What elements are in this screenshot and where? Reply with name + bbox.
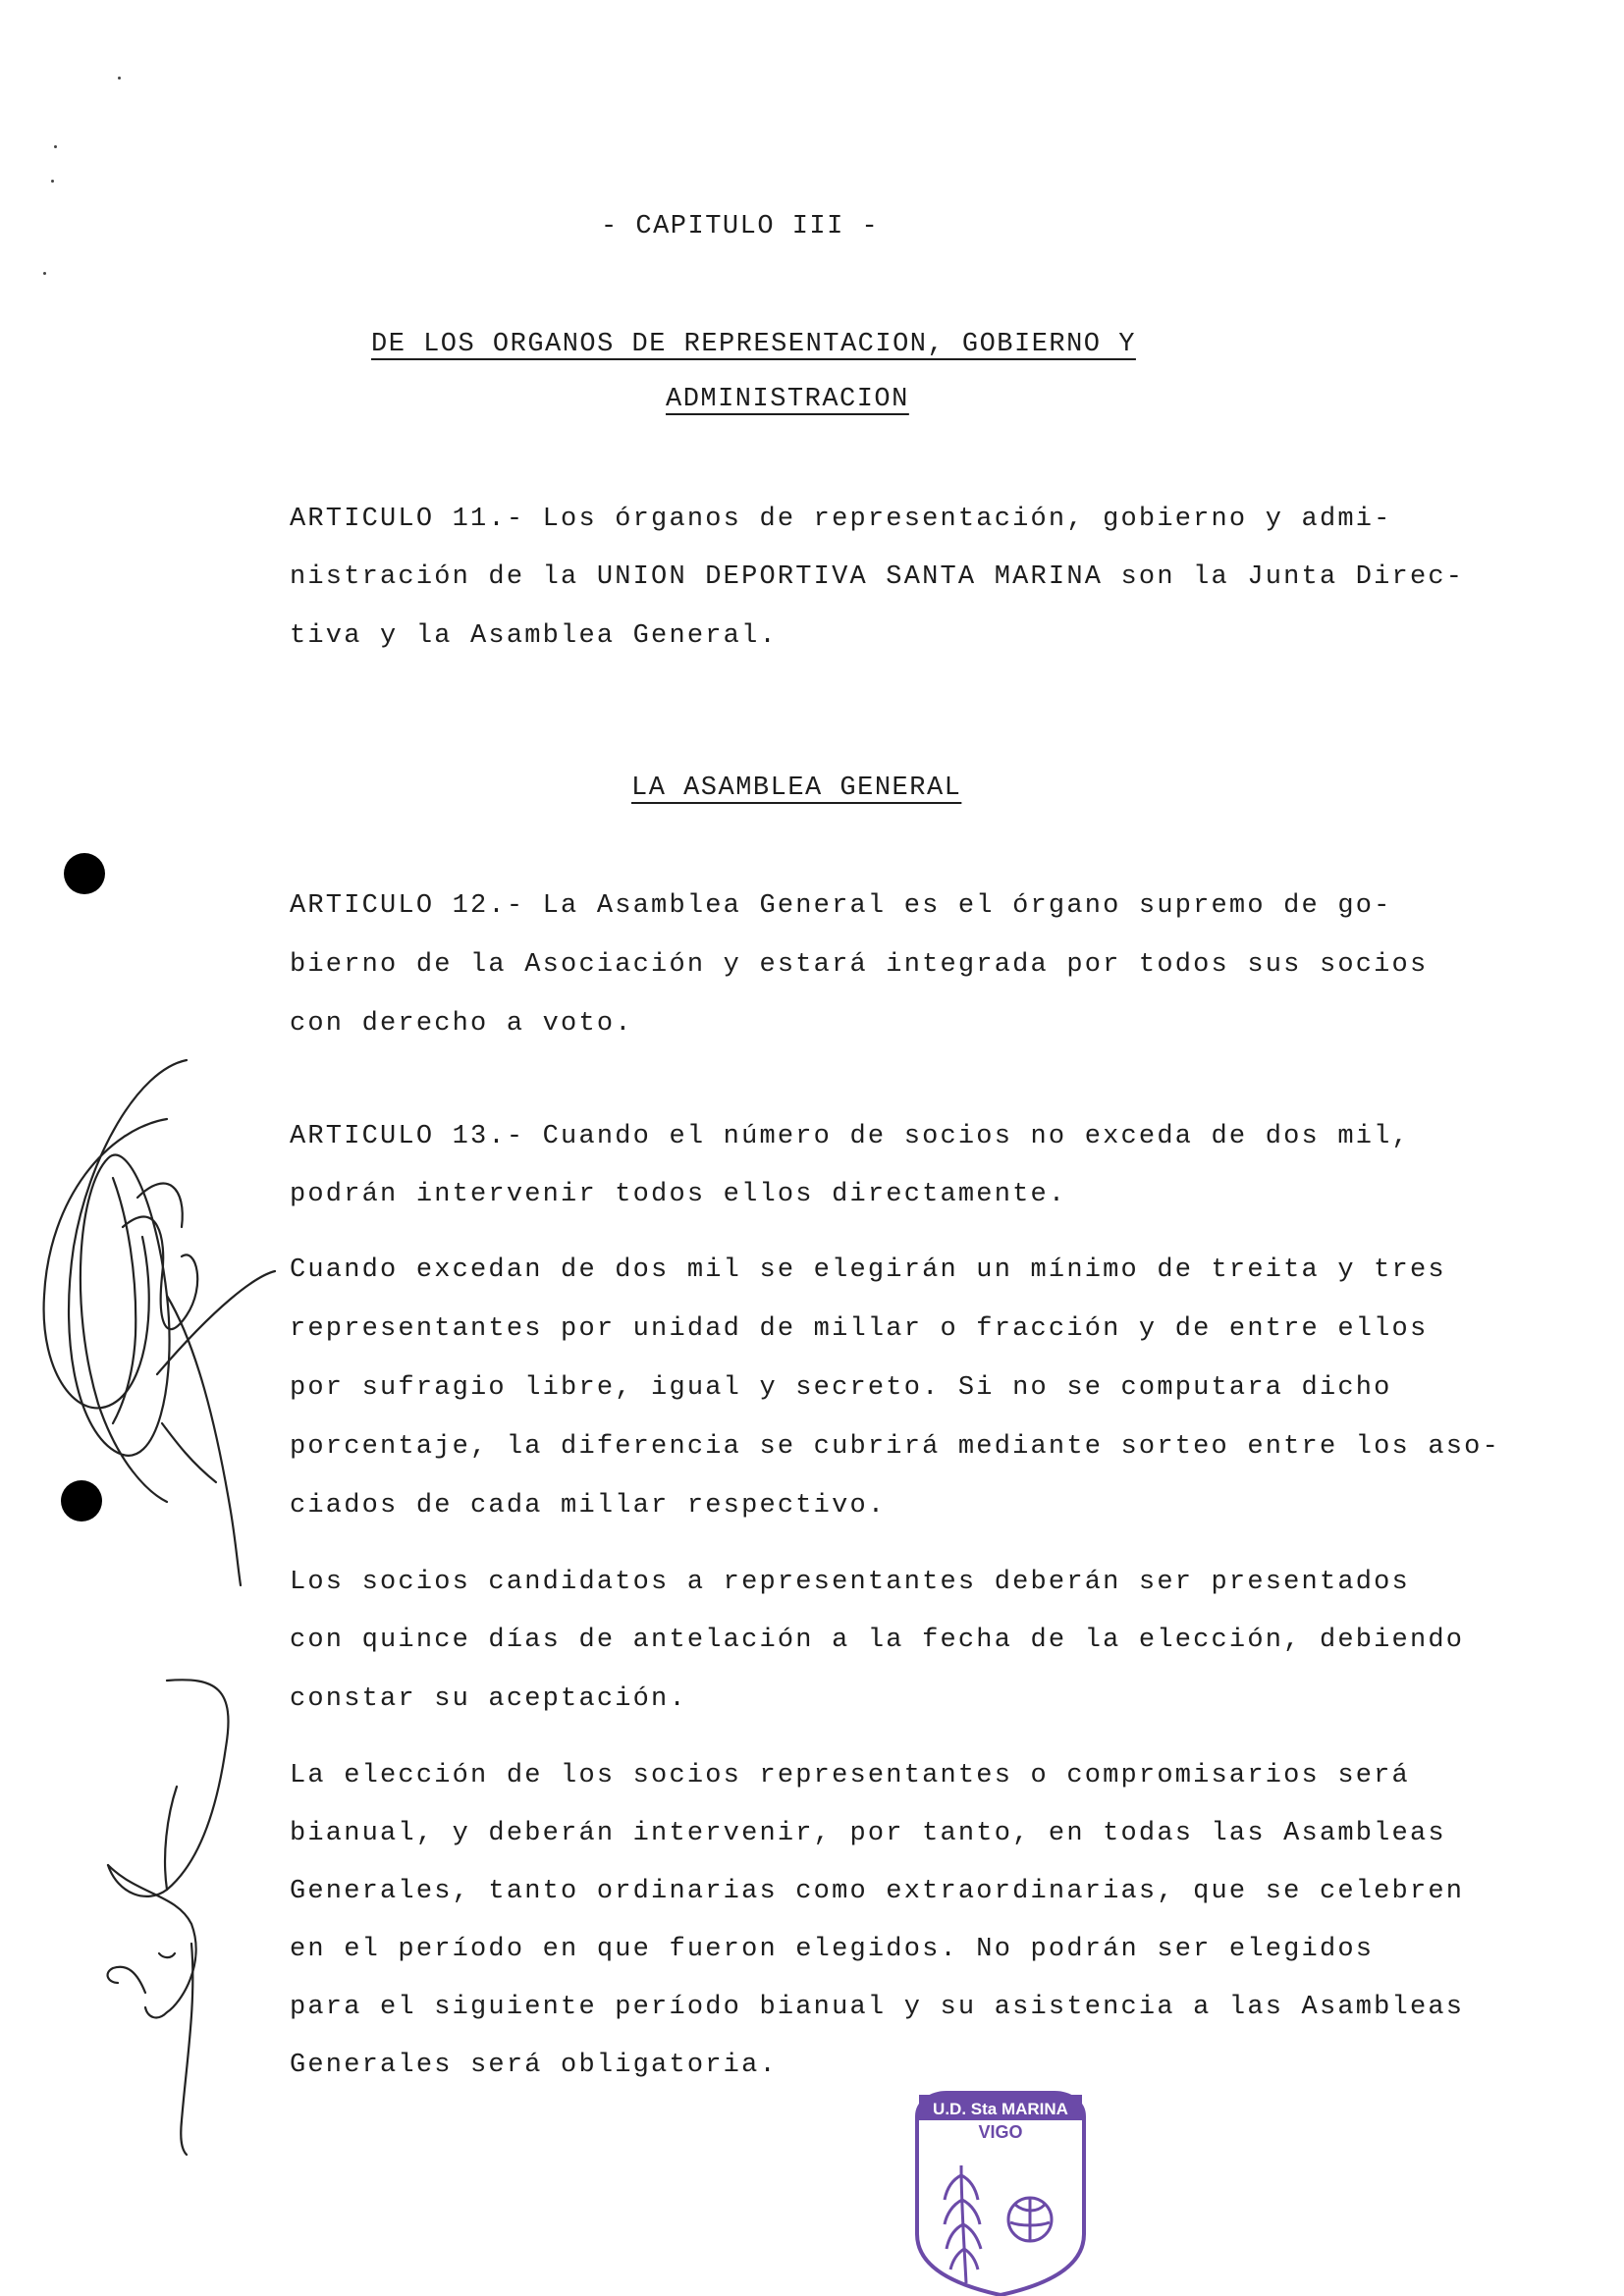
paragraph-b-line: Los socios candidatos a representantes deberán ser presentados [290, 1568, 1410, 1597]
signature-lower [69, 1669, 265, 2160]
article11-line: tiva y la Asamblea General. [290, 621, 778, 651]
paragraph-a-line: por sufragio libre, igual y secreto. Si no se computara dicho [290, 1373, 1392, 1403]
section-title-line1: DE LOS ORGANOS DE REPRESENTACION, GOBIERNO Y [371, 330, 1136, 359]
paragraph-c-line: Generales será obligatoria. [290, 2051, 778, 2080]
article13-line: ARTICULO 13.- Cuando el número de socios no exceda de dos mil, [290, 1122, 1410, 1151]
paragraph-a-line: representantes por unidad de millar o fracción y de entre ellos [290, 1314, 1429, 1344]
article11-line: nistración de la UNION DEPORTIVA SANTA MARINA son la Junta Direc- [290, 562, 1465, 592]
paragraph-b-line: con quince días de antelación a la fecha de la elección, debiendo [290, 1626, 1465, 1655]
signature-upper [20, 1050, 295, 1590]
article12-line: ARTICULO 12.- La Asamblea General es el órgano supremo de go- [290, 891, 1392, 921]
paragraph-c-line: Generales, tanto ordinarias como extraordinarias, que se celebren [290, 1877, 1465, 1906]
article13-line: podrán intervenir todos ellos directamente. [290, 1180, 1067, 1209]
stamp-bottom-text: VIGO [978, 2122, 1023, 2142]
paragraph-a-line: ciados de cada millar respectivo. [290, 1491, 887, 1521]
palm-branch-icon [945, 2165, 981, 2283]
chapter-title: - CAPITULO III - [601, 212, 880, 241]
scan-speck [51, 180, 54, 183]
article12-line: con derecho a voto. [290, 1009, 633, 1039]
club-stamp [907, 2087, 1094, 2296]
paragraph-c-line: bianual, y deberán intervenir, por tanto, en todas las Asambleas [290, 1819, 1446, 1848]
article11-line: ARTICULO 11.- Los órganos de representación, gobierno y admi- [290, 505, 1392, 534]
paragraph-c-line: en el período en que fueron elegidos. No podrán ser elegidos [290, 1935, 1375, 1964]
stamp-top-text: U.D. Sta MARINA [933, 2100, 1068, 2118]
paragraph-c-line: para el siguiente período bianual y su asistencia a las Asambleas [290, 1993, 1465, 2022]
scan-speck [43, 272, 46, 275]
scan-speck [118, 77, 121, 80]
punch-hole [64, 853, 105, 894]
subheading-asamblea: LA ASAMBLEA GENERAL [631, 774, 962, 803]
paragraph-b-line: constar su aceptación. [290, 1684, 687, 1714]
paragraph-a-line: porcentaje, la diferencia se cubrirá mediante sorteo entre los aso- [290, 1432, 1500, 1462]
paragraph-c-line: La elección de los socios representantes o compromisarios será [290, 1761, 1410, 1790]
article12-line: bierno de la Asociación y estará integrada por todos sus socios [290, 950, 1429, 980]
scan-speck [54, 145, 57, 148]
section-title-line2: ADMINISTRACION [666, 385, 909, 414]
paragraph-a-line: Cuando excedan de dos mil se elegirán un mínimo de treita y tres [290, 1255, 1446, 1285]
football-icon [1008, 2198, 1052, 2241]
